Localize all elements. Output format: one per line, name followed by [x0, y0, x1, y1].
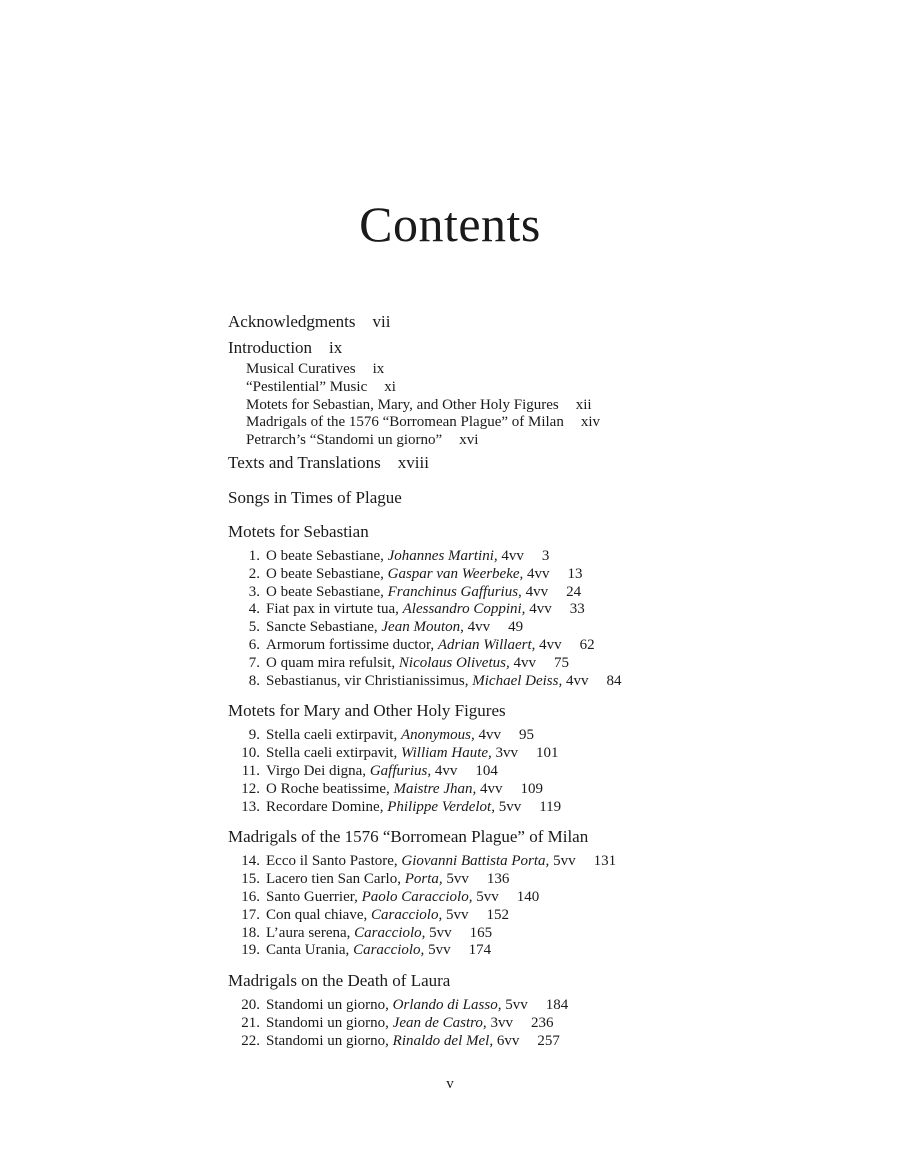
entry-scoring: 5vv: [425, 924, 452, 941]
entry-scoring: 4vv: [521, 583, 549, 600]
entry-composer: Caracciolo,: [354, 924, 426, 941]
entry-body: [266, 655, 569, 673]
entry-scoring: 5vv: [442, 871, 469, 888]
entry-body: [266, 871, 509, 889]
toc-entry-page-number: 95: [518, 727, 534, 744]
entry-body: [266, 673, 621, 691]
toc-entry-page-number: 184: [545, 997, 569, 1014]
toc-entry-page-number: 174: [468, 942, 492, 959]
entry-body: [266, 727, 534, 745]
entry-composer: Jean Mouton,: [381, 619, 464, 636]
entry-body: [266, 799, 561, 817]
entry-body: [266, 907, 509, 925]
entry-composer: Orlando di Lasso,: [392, 997, 502, 1014]
entry-title: Ecco il Santo Pastore,: [266, 853, 402, 870]
entry-title: Con qual chiave,: [266, 906, 371, 923]
entry-title: O beate Sebastiane,: [266, 547, 388, 564]
toc-entry-label: Madrigals of the 1576 “Borromean Plague” of Milan: [246, 414, 564, 431]
toc-entry: [228, 1015, 750, 1033]
entry-number: 4.: [248, 601, 260, 618]
entry-composer: Michael Deiss,: [472, 672, 563, 689]
entry-composer: Porta,: [404, 871, 443, 888]
entry-title: Sebastianus, vir Christianissimus,: [266, 672, 473, 689]
toc-front-row: [246, 414, 750, 432]
section-heading: Madrigals on the Death of Laura: [228, 971, 451, 991]
toc-entry: [228, 619, 750, 637]
entry-scoring: 4vv: [535, 636, 562, 653]
section-heading: Motets for Mary and Other Holy Figures: [228, 701, 506, 721]
entry-title: O Roche beatissime,: [266, 780, 394, 797]
entry-number: 7.: [248, 654, 260, 671]
toc-entry-page-number: ix: [329, 338, 343, 357]
entry-body: [266, 1033, 560, 1051]
toc-entry: [228, 925, 750, 943]
entry-title: Standomi un giorno,: [266, 1014, 393, 1031]
toc-entry: [228, 637, 750, 655]
entry-composer: Nicolaus Olivetus,: [398, 654, 510, 671]
toc-entry-label: Petrarch’s “Standomi un giorno”: [246, 432, 443, 449]
entry-scoring: 4vv: [497, 547, 524, 564]
entry-body: [266, 942, 491, 960]
entry-body: [266, 745, 559, 763]
entry-number: 21.: [241, 1014, 260, 1031]
part-heading: Songs in Times of Plague: [228, 487, 402, 507]
toc-entry: [228, 997, 750, 1015]
toc-entry: [228, 781, 750, 799]
entry-scoring: 4vv: [476, 780, 503, 797]
entry-number: 18.: [241, 924, 260, 941]
toc-entry: [228, 601, 750, 619]
entry-title: Lacero tien San Carlo,: [266, 871, 405, 888]
toc-entry: [228, 907, 750, 925]
toc-entry-label: Introduction: [228, 338, 313, 357]
entry-title: Recordare Domine,: [266, 798, 388, 815]
entry-composer: Caracciolo,: [370, 906, 443, 923]
toc-entry-page-number: 131: [593, 853, 617, 870]
entry-title: L’aura serena,: [266, 924, 355, 941]
entry-composer: Philippe Verdelot,: [387, 798, 495, 815]
entry-list: [228, 997, 750, 1050]
entry-body: [266, 619, 523, 637]
toc-front-row: [246, 361, 750, 379]
toc-entry: [228, 942, 750, 960]
entry-number: 13.: [241, 798, 260, 815]
entry-scoring: 3vv: [491, 745, 519, 762]
entry-title: Canta Urania,: [266, 942, 354, 959]
entry-number: 1.: [248, 547, 260, 564]
entry-scoring: 3vv: [486, 1014, 513, 1031]
entry-body: [266, 925, 492, 943]
entry-scoring: 5vv: [424, 942, 451, 959]
toc-entry: [228, 727, 750, 745]
toc-entry-page-number: xii: [575, 396, 592, 413]
toc-entry: [228, 566, 750, 584]
toc-entry-page-number: 62: [579, 636, 595, 653]
toc-entry: [228, 584, 750, 602]
section-heading: Motets for Sebastian: [228, 521, 369, 541]
toc-entry-label: Acknowledgments: [228, 312, 356, 331]
toc-entry-page-number: xviii: [397, 452, 429, 472]
entry-composer: Gaspar van Weerbeke,: [387, 565, 524, 582]
entry-body: [266, 584, 581, 602]
section-heading: Madrigals of the 1576 “Borromean Plague” of Milan: [228, 827, 589, 847]
toc-entry-page-number: xi: [384, 378, 396, 395]
toc-entry-page-number: 33: [569, 601, 585, 618]
entry-number: 8.: [248, 672, 260, 689]
toc-front-row: [246, 397, 750, 415]
toc-entry-page-number: 101: [536, 745, 559, 762]
entry-number: 16.: [241, 888, 260, 905]
toc-entry-label: Texts and Translations: [228, 452, 381, 472]
entry-title: Fiat pax in virtute tua,: [266, 601, 403, 618]
entry-body: [266, 763, 498, 781]
entry-title: Santo Guerrier,: [266, 888, 362, 905]
entry-composer: Franchinus Gaffurius,: [387, 583, 522, 600]
folio-page-number: v: [446, 1076, 454, 1092]
entry-title: O quam mira refulsit,: [266, 654, 399, 671]
entry-number: 5.: [248, 619, 260, 636]
toc-entry-page-number: 119: [539, 798, 562, 815]
toc-entry: [228, 889, 750, 907]
toc-entry-page-number: 75: [553, 654, 569, 671]
entry-number: 3.: [248, 583, 260, 600]
entry-body: [266, 997, 568, 1015]
toc-entry-label: Musical Curatives: [246, 361, 356, 377]
entry-composer: William Haute,: [400, 745, 492, 762]
entry-title: O beate Sebastiane,: [266, 583, 388, 600]
entry-title: Sancte Sebastiane,: [266, 619, 382, 636]
toc-entry-page-number: 140: [516, 888, 540, 905]
toc-front-row: [228, 309, 750, 335]
entry-title: Stella caeli extirpavit,: [266, 727, 401, 744]
sections: [228, 519, 750, 1051]
entry-body: [266, 781, 543, 799]
entry-composer: Jean de Castro,: [392, 1014, 487, 1031]
entry-list: [228, 548, 750, 690]
toc-front-row: [246, 379, 750, 397]
entry-number: 2.: [248, 565, 260, 582]
toc-entry-page-number: 49: [508, 619, 524, 636]
entry-composer: Anonymous,: [400, 727, 475, 744]
toc-entry-label: “Pestilential” Music: [246, 378, 368, 395]
entry-number: 12.: [241, 780, 260, 797]
entry-scoring: 4vv: [562, 672, 589, 689]
entry-scoring: 5vv: [549, 853, 576, 870]
entry-number: 17.: [241, 906, 260, 923]
toc-entry-page-number: 136: [486, 871, 510, 888]
toc-entry-page-number: 109: [520, 780, 543, 797]
toc-entry: [228, 548, 750, 566]
toc-entry-page-number: 24: [566, 583, 582, 600]
entry-scoring: 5vv: [472, 888, 499, 905]
toc-entry: [228, 799, 750, 817]
entry-list: [228, 727, 750, 816]
toc-entry-page-number: vii: [372, 312, 391, 331]
entry-body: [266, 637, 595, 655]
toc-entry-label: Motets for Sebastian, Mary, and Other Holy Figures: [246, 396, 559, 413]
entry-number: 9.: [248, 727, 260, 744]
entry-number: 19.: [241, 942, 260, 959]
toc-entry-page-number: xiv: [580, 414, 601, 431]
toc-entry-page-number: 257: [537, 1032, 560, 1049]
toc-entry: [228, 853, 750, 871]
entry-title: Armorum fortissime ductor,: [266, 636, 438, 653]
entry-number: 15.: [241, 871, 260, 888]
entry-title: Standomi un giorno,: [266, 997, 393, 1014]
toc-front-row: [246, 432, 750, 450]
entry-scoring: 4vv: [474, 727, 501, 744]
entry-scoring: 4vv: [463, 619, 491, 636]
entry-number: 6.: [248, 636, 260, 653]
toc-front-row: [228, 335, 750, 361]
entry-scoring: 4vv: [525, 601, 552, 618]
entry-composer: Giovanni Battista Porta,: [401, 853, 550, 870]
entry-scoring: 5vv: [494, 798, 522, 815]
entry-composer: Adrian Willaert,: [437, 636, 536, 653]
toc-entry-page-number: 13: [567, 565, 583, 582]
entry-number: 11.: [241, 762, 260, 779]
toc-entry-page-number: 104: [475, 762, 498, 779]
entry-composer: Alessandro Coppini,: [402, 601, 526, 618]
entry-scoring: 5vv: [442, 906, 469, 923]
entry-composer: Caracciolo,: [353, 942, 425, 959]
front-matter: [228, 309, 750, 476]
toc-entry-page-number: ix: [372, 361, 385, 377]
toc-front-row: [228, 450, 750, 476]
entry-body: [266, 889, 539, 907]
toc-entry-page-number: 152: [486, 906, 509, 923]
toc-entry-page-number: 84: [606, 672, 622, 689]
entry-title: Standomi un giorno,: [266, 1032, 393, 1049]
entry-composer: Johannes Martini,: [387, 547, 498, 564]
toc-entry: [228, 745, 750, 763]
toc-entry-page-number: 165: [469, 924, 493, 941]
entry-title: Stella caeli extirpavit,: [266, 745, 401, 762]
entry-number: 14.: [241, 853, 260, 870]
entry-scoring: 4vv: [509, 654, 536, 671]
entry-composer: Rinaldo del Mel,: [392, 1032, 494, 1049]
toc-entry-page-number: 236: [530, 1014, 554, 1031]
page-title: Contents: [359, 196, 541, 252]
entry-number: 10.: [241, 745, 260, 762]
entry-list: [228, 853, 750, 960]
toc-content: [228, 309, 750, 1051]
entry-body: [266, 601, 585, 619]
entry-body: [266, 548, 549, 566]
toc-entry-page-number: 3: [541, 547, 550, 564]
toc-entry: [228, 1033, 750, 1051]
toc-entry: [228, 871, 750, 889]
toc-entry: [228, 673, 750, 691]
entry-scoring: 4vv: [431, 762, 458, 779]
entry-composer: Paolo Caracciolo,: [361, 888, 473, 905]
entry-scoring: 6vv: [493, 1032, 520, 1049]
entry-scoring: 4vv: [523, 565, 550, 582]
toc-entry: [228, 763, 750, 781]
entry-composer: Gaffurius,: [369, 762, 432, 779]
entry-scoring: 5vv: [501, 997, 528, 1014]
entry-title: Virgo Dei digna,: [266, 762, 370, 779]
entry-body: [266, 1015, 553, 1033]
entry-number: 20.: [241, 997, 260, 1014]
entry-body: [266, 853, 616, 871]
entry-composer: Maistre Jhan,: [393, 780, 477, 797]
entry-number: 22.: [241, 1032, 260, 1049]
toc-entry: [228, 655, 750, 673]
entry-body: [266, 566, 583, 584]
entry-title: O beate Sebastiane,: [266, 565, 388, 582]
toc-entry-page-number: xvi: [459, 432, 479, 449]
